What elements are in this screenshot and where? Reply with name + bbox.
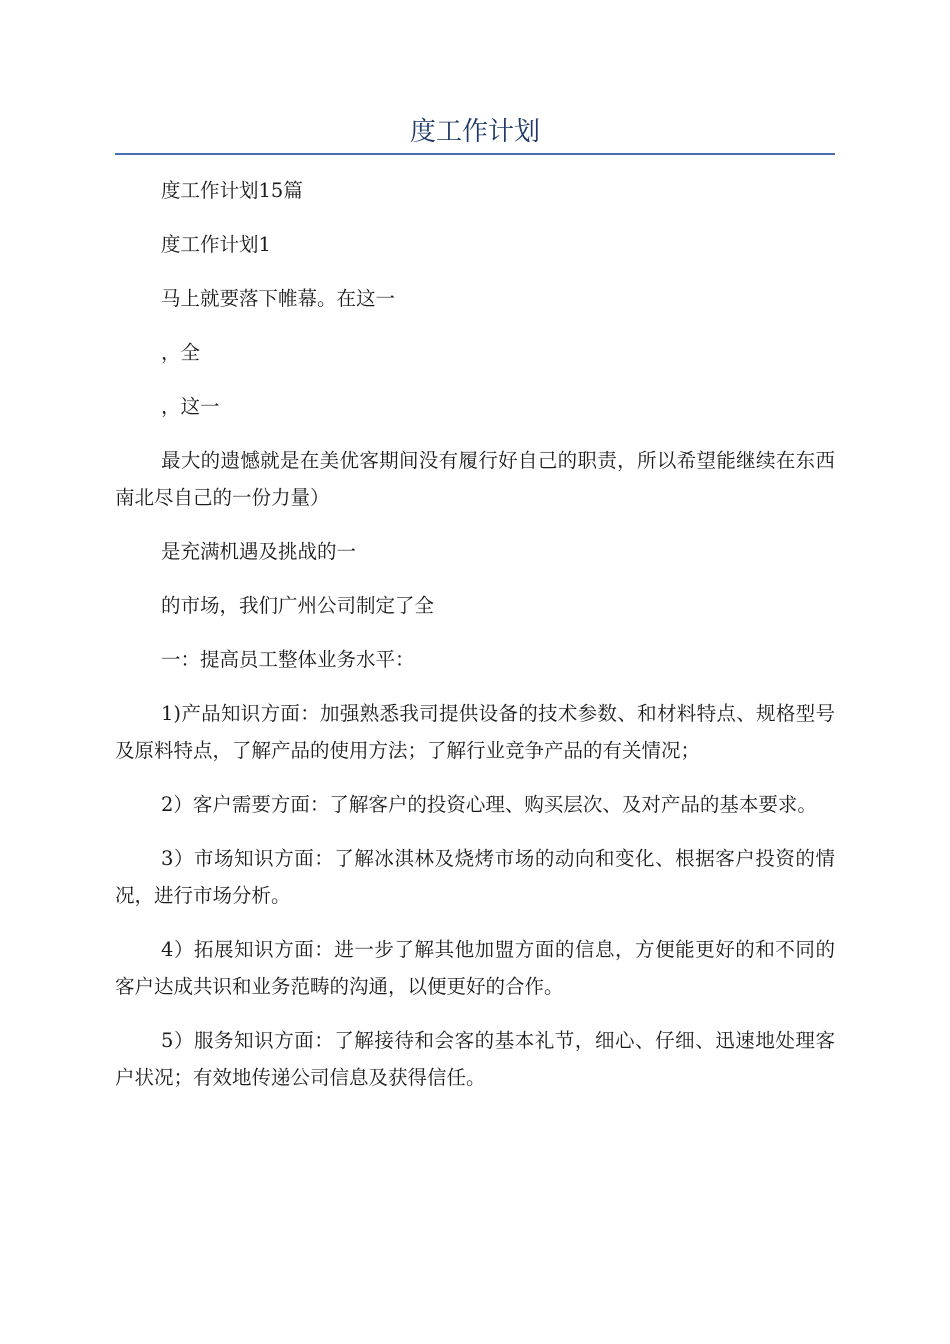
paragraph: 是充满机遇及挑战的一 [161, 540, 357, 563]
document-body [115, 172, 835, 1113]
paragraph: 度工作计划15篇 [161, 179, 303, 202]
paragraph: 5）服务知识方面：了解接待和会客的基本礼节，细心、仔细、迅速地处理客户状况；有效地传递公司信息及获得信任。 [115, 1029, 835, 1089]
paragraph: 3）市场知识方面：了解冰淇林及烧烤市场的动向和变化、根据客户投资的情况，进行市场分析。 [115, 847, 835, 907]
document-title: 度工作计划 [409, 117, 540, 147]
paragraph: 4）拓展知识方面：进一步了解其他加盟方面的信息，方便能更好的和不同的客户达成共识和业务范畴的沟通，以便更好的合作。 [115, 938, 835, 998]
paragraph: 一：提高员工整体业务水平： [161, 648, 415, 671]
paragraph: ，全 [161, 341, 201, 364]
paragraph: 的市场，我们广州公司制定了全 [161, 594, 435, 617]
paragraph: ，这一 [161, 395, 220, 418]
paragraph: 最大的遗憾就是在美优客期间没有履行好自己的职责，所以希望能继续在东西南北尽自己的一份力量） [115, 449, 835, 509]
paragraph: 马上就要落下帷幕。在这一 [161, 287, 396, 310]
paragraph: 2）客户需要方面：了解客户的投资心理、购买层次、及对产品的基本要求。 [161, 793, 817, 816]
paragraph: 1)产品知识方面：加强熟悉我司提供设备的技术参数、和材料特点、规格型号及原料特点，了解产品的使用方法；了解行业竞争产品的有关情况； [115, 702, 835, 762]
title-underline [115, 153, 835, 155]
paragraph: 度工作计划1 [161, 233, 271, 256]
